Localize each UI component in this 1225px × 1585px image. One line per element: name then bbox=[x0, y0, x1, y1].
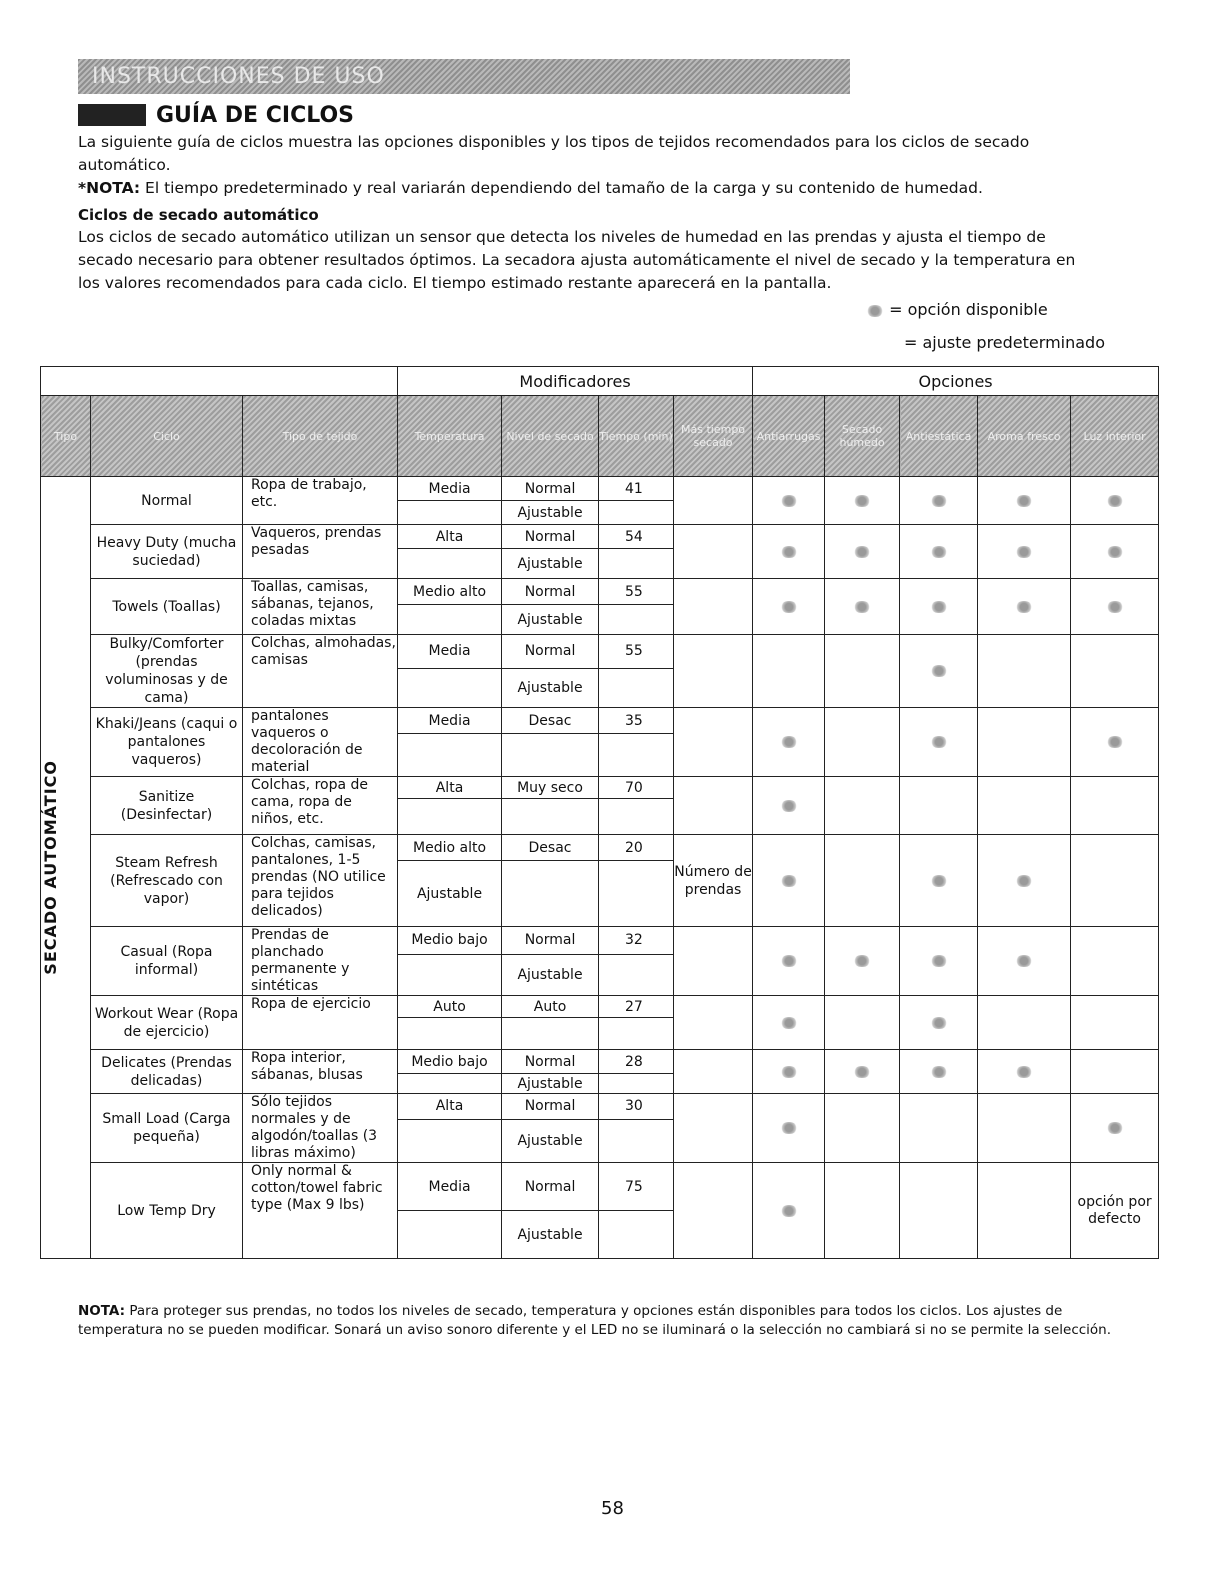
available-dot-icon bbox=[930, 495, 948, 507]
cycle-name: Low Temp Dry bbox=[91, 1163, 243, 1259]
option-cell bbox=[900, 996, 978, 1050]
dry-adjustable: Ajustable bbox=[502, 605, 599, 635]
option-cell bbox=[753, 1163, 825, 1259]
option-cell bbox=[900, 579, 978, 635]
column-header: Aroma fresco bbox=[978, 396, 1071, 477]
cycle-name: Small Load (Carga pequeña) bbox=[91, 1094, 243, 1163]
fabric-type: Only normal & cotton/towel fabric type (Max 9 lbs) bbox=[243, 1163, 398, 1259]
time-minutes: 27 bbox=[599, 996, 674, 1018]
fabric-type: Ropa de ejercicio bbox=[243, 996, 398, 1050]
dry-adjustable: Ajustable bbox=[502, 1074, 599, 1094]
option-cell bbox=[825, 777, 900, 835]
option-cell bbox=[900, 708, 978, 777]
table-row bbox=[41, 1050, 1159, 1074]
available-dot-icon bbox=[780, 546, 798, 558]
extra-time bbox=[674, 777, 753, 835]
table-row bbox=[41, 835, 1159, 861]
group-options: Opciones bbox=[753, 367, 1159, 396]
fabric-type: Colchas, camisas, pantalones, 1-5 prendas (NO utilice para tejidos delicados) bbox=[243, 835, 398, 927]
temperature-empty bbox=[398, 668, 502, 707]
temperature-adjustable: Ajustable bbox=[398, 861, 502, 927]
nota-line bbox=[78, 177, 983, 200]
option-cell bbox=[753, 708, 825, 777]
available-dot-icon bbox=[780, 800, 798, 812]
dry-level: Normal bbox=[502, 1094, 599, 1120]
option-cell bbox=[978, 996, 1071, 1050]
available-dot-icon bbox=[866, 305, 884, 317]
option-cell bbox=[978, 777, 1071, 835]
option-cell bbox=[1071, 835, 1159, 927]
dry-level: Muy seco bbox=[502, 777, 599, 799]
available-dot-icon bbox=[1106, 1122, 1124, 1134]
extra-time bbox=[674, 708, 753, 777]
column-header: Luz interior bbox=[1071, 396, 1159, 477]
footer-note bbox=[78, 1302, 1138, 1340]
cycle-name: Casual (Ropa informal) bbox=[91, 927, 243, 996]
temperature: Medio alto bbox=[398, 579, 502, 605]
available-dot-icon bbox=[930, 736, 948, 748]
temperature: Medio alto bbox=[398, 835, 502, 861]
option-cell bbox=[900, 477, 978, 525]
option-cell bbox=[978, 579, 1071, 635]
available-dot-icon bbox=[1015, 955, 1033, 967]
column-header: Antiestática bbox=[900, 396, 978, 477]
option-cell bbox=[978, 1094, 1071, 1163]
side-label bbox=[41, 477, 91, 1259]
legend-available-text: = opción disponible bbox=[889, 300, 1048, 319]
fabric-type: Colchas, ropa de cama, ropa de niños, etc. bbox=[243, 777, 398, 835]
temperature-empty bbox=[398, 1211, 502, 1259]
option-cell bbox=[825, 579, 900, 635]
option-cell bbox=[825, 996, 900, 1050]
fabric-type: Sólo tejidos normales y de algodón/toallas (3 libras máximo) bbox=[243, 1094, 398, 1163]
extra-time bbox=[674, 579, 753, 635]
option-cell bbox=[753, 927, 825, 996]
option-cell bbox=[753, 996, 825, 1050]
temperature: Medio bajo bbox=[398, 1050, 502, 1074]
fabric-type: pantalones vaqueros o decoloración de material bbox=[243, 708, 398, 777]
group-header-row bbox=[41, 367, 1159, 396]
dry-level: Normal bbox=[502, 635, 599, 669]
extra-time bbox=[674, 525, 753, 579]
time-empty bbox=[599, 954, 674, 995]
time-empty bbox=[599, 605, 674, 635]
temperature: Media bbox=[398, 1163, 502, 1211]
option-cell bbox=[900, 1094, 978, 1163]
column-header: Tipo bbox=[41, 396, 91, 477]
option-cell bbox=[978, 1050, 1071, 1094]
temperature-empty bbox=[398, 549, 502, 579]
temperature: Media bbox=[398, 477, 502, 501]
nota-label: *NOTA: bbox=[78, 179, 141, 197]
option-cell bbox=[1071, 927, 1159, 996]
option-cell bbox=[900, 835, 978, 927]
time-empty bbox=[599, 1211, 674, 1259]
temperature-empty bbox=[398, 734, 502, 777]
option-cell bbox=[825, 835, 900, 927]
available-dot-icon bbox=[930, 1017, 948, 1029]
available-dot-icon bbox=[780, 875, 798, 887]
group-blank bbox=[41, 367, 398, 396]
option-cell bbox=[825, 525, 900, 579]
cycle-name: Bulky/Comforter (prendas voluminosas y de cama) bbox=[91, 635, 243, 708]
fabric-type: Toallas, camisas, sábanas, tejanos, coladas mixtas bbox=[243, 579, 398, 635]
cycle-name: Steam Refresh (Refrescado con vapor) bbox=[91, 835, 243, 927]
column-header: Más tiempo secado bbox=[674, 396, 753, 477]
table-row bbox=[41, 708, 1159, 734]
available-dot-icon bbox=[1015, 495, 1033, 507]
available-dot-icon bbox=[1015, 546, 1033, 558]
available-dot-icon bbox=[853, 495, 871, 507]
extra-time bbox=[674, 1163, 753, 1259]
page-number: 58 bbox=[601, 1498, 624, 1519]
available-dot-icon bbox=[853, 1066, 871, 1078]
time-minutes: 30 bbox=[599, 1094, 674, 1120]
time-empty bbox=[599, 668, 674, 707]
option-cell bbox=[825, 708, 900, 777]
temperature: Media bbox=[398, 708, 502, 734]
extra-time bbox=[674, 1050, 753, 1094]
para-line-3: los valores recomendados para cada ciclo. El tiempo estimado restante aparecerá en la pantalla. bbox=[78, 274, 832, 292]
available-dot-icon bbox=[780, 955, 798, 967]
option-cell bbox=[1071, 708, 1159, 777]
time-empty bbox=[599, 549, 674, 579]
table-row bbox=[41, 1094, 1159, 1120]
option-cell bbox=[825, 927, 900, 996]
available-dot-icon bbox=[1106, 495, 1124, 507]
para-line-1: Los ciclos de secado automático utilizan un sensor que detecta los niveles de humedad en las prendas y ajusta el tiempo de bbox=[78, 228, 1046, 246]
available-dot-icon bbox=[780, 1066, 798, 1078]
dry-adjustable: Ajustable bbox=[502, 668, 599, 707]
time-minutes: 75 bbox=[599, 1163, 674, 1211]
time-minutes: 20 bbox=[599, 835, 674, 861]
option-cell bbox=[753, 477, 825, 525]
option-cell bbox=[978, 1163, 1071, 1259]
column-header: Antiarrugas bbox=[753, 396, 825, 477]
available-dot-icon bbox=[1015, 875, 1033, 887]
section-banner: INSTRUCCIONES DE USO bbox=[78, 59, 850, 94]
available-dot-icon bbox=[853, 955, 871, 967]
option-cell bbox=[1071, 1094, 1159, 1163]
option-cell bbox=[900, 635, 978, 708]
temperature: Alta bbox=[398, 1094, 502, 1120]
option-cell bbox=[753, 635, 825, 708]
available-dot-icon bbox=[780, 1122, 798, 1134]
available-dot-icon bbox=[780, 601, 798, 613]
legend-available bbox=[866, 300, 1048, 319]
option-cell bbox=[900, 525, 978, 579]
temperature-empty bbox=[398, 1119, 502, 1162]
table-body bbox=[41, 477, 1159, 1259]
dry-level: Desac bbox=[502, 708, 599, 734]
option-cell bbox=[825, 1094, 900, 1163]
option-cell bbox=[825, 1050, 900, 1094]
option-cell bbox=[1071, 1050, 1159, 1094]
option-cell bbox=[753, 525, 825, 579]
option-cell bbox=[825, 477, 900, 525]
available-dot-icon bbox=[1106, 736, 1124, 748]
temperature-empty bbox=[398, 605, 502, 635]
available-dot-icon bbox=[1015, 601, 1033, 613]
dry-adjustable: Ajustable bbox=[502, 954, 599, 995]
available-dot-icon bbox=[780, 1205, 798, 1217]
time-empty bbox=[599, 861, 674, 927]
extra-time bbox=[674, 1094, 753, 1163]
dry-adjustable: Ajustable bbox=[502, 1211, 599, 1259]
option-cell bbox=[1071, 525, 1159, 579]
time-empty bbox=[599, 501, 674, 525]
side-label-text: SECADO AUTOMÁTICO bbox=[41, 760, 60, 975]
option-cell bbox=[1071, 777, 1159, 835]
nota-text: El tiempo predeterminado y real variarán dependiendo del tamaño de la carga y su contenido de humedad. bbox=[140, 179, 983, 197]
temperature-empty bbox=[398, 799, 502, 835]
option-cell: opción por defecto bbox=[1071, 1163, 1159, 1259]
available-dot-icon bbox=[930, 1066, 948, 1078]
title-text: GUÍA DE CICLOS bbox=[156, 102, 354, 128]
temperature-empty bbox=[398, 954, 502, 995]
available-dot-icon bbox=[1015, 1066, 1033, 1078]
available-dot-icon bbox=[1106, 601, 1124, 613]
available-dot-icon bbox=[1106, 546, 1124, 558]
available-dot-icon bbox=[930, 955, 948, 967]
option-cell bbox=[978, 927, 1071, 996]
table-row bbox=[41, 525, 1159, 549]
dry-adjustable: Ajustable bbox=[502, 501, 599, 525]
table-row bbox=[41, 635, 1159, 669]
dry-empty bbox=[502, 1018, 599, 1050]
dry-level: Normal bbox=[502, 525, 599, 549]
available-dot-icon bbox=[930, 601, 948, 613]
page-title bbox=[78, 102, 354, 128]
time-minutes: 55 bbox=[599, 635, 674, 669]
legend-default: = ajuste predeterminado bbox=[904, 333, 1105, 352]
column-header: Nivel de secado bbox=[502, 396, 599, 477]
available-dot-icon bbox=[853, 601, 871, 613]
available-dot-icon bbox=[780, 736, 798, 748]
column-header: Secado húmedo bbox=[825, 396, 900, 477]
available-dot-icon bbox=[853, 546, 871, 558]
column-header: Ciclo bbox=[91, 396, 243, 477]
temperature-empty bbox=[398, 1074, 502, 1094]
time-minutes: 32 bbox=[599, 927, 674, 955]
title-bar-block bbox=[78, 104, 146, 126]
time-empty bbox=[599, 1074, 674, 1094]
dry-empty bbox=[502, 799, 599, 835]
option-cell bbox=[978, 708, 1071, 777]
footer-nota-label: NOTA: bbox=[78, 1303, 126, 1319]
dry-empty bbox=[502, 861, 599, 927]
table-row bbox=[41, 477, 1159, 501]
extra-time bbox=[674, 927, 753, 996]
fabric-type: Ropa de trabajo, etc. bbox=[243, 477, 398, 525]
intro-line-1: La siguiente guía de ciclos muestra las opciones disponibles y los tipos de tejidos recomendados para los ciclos de secado bbox=[78, 133, 1030, 151]
time-minutes: 41 bbox=[599, 477, 674, 501]
time-minutes: 70 bbox=[599, 777, 674, 799]
available-dot-icon bbox=[930, 546, 948, 558]
option-cell bbox=[825, 635, 900, 708]
cycle-name: Khaki/Jeans (caqui o pantalones vaqueros) bbox=[91, 708, 243, 777]
extra-time bbox=[674, 996, 753, 1050]
group-modifiers: Modificadores bbox=[398, 367, 753, 396]
option-cell bbox=[1071, 579, 1159, 635]
option-cell bbox=[978, 477, 1071, 525]
option-cell bbox=[900, 1163, 978, 1259]
intro-line-2: automático. bbox=[78, 156, 171, 174]
column-header-row bbox=[41, 396, 1159, 477]
cycle-name: Normal bbox=[91, 477, 243, 525]
fabric-type: Prendas de planchado permanente y sintéticas bbox=[243, 927, 398, 996]
fabric-type: Vaqueros, prendas pesadas bbox=[243, 525, 398, 579]
cycle-name: Workout Wear (Ropa de ejercicio) bbox=[91, 996, 243, 1050]
extra-time bbox=[674, 477, 753, 525]
footer-nota-text: Para proteger sus prendas, no todos los niveles de secado, temperatura y opciones están disponibles para todos los ciclos. Los ajustes de temperatura no se pueden modificar. Sonará un aviso sonoro diferente y el LED no se iluminará o la selección no cambiará si no se permite la selección. bbox=[78, 1303, 1112, 1338]
table-row bbox=[41, 927, 1159, 955]
available-dot-icon bbox=[930, 875, 948, 887]
time-empty bbox=[599, 734, 674, 777]
table-row bbox=[41, 777, 1159, 799]
column-header: Tipo de tejido bbox=[243, 396, 398, 477]
option-cell bbox=[753, 777, 825, 835]
dry-level: Normal bbox=[502, 1163, 599, 1211]
option-cell bbox=[825, 1163, 900, 1259]
option-cell bbox=[900, 777, 978, 835]
column-header: Tiempo (min) bbox=[599, 396, 674, 477]
dry-adjustable: Ajustable bbox=[502, 549, 599, 579]
para-line-2: secado necesario para obtener resultados óptimos. La secadora ajusta automáticamente el nivel de secado y la temperatura en bbox=[78, 251, 1076, 269]
option-cell bbox=[753, 835, 825, 927]
dry-level: Normal bbox=[502, 927, 599, 955]
dry-level: Auto bbox=[502, 996, 599, 1018]
option-cell bbox=[900, 1050, 978, 1094]
available-dot-icon bbox=[780, 495, 798, 507]
temperature: Auto bbox=[398, 996, 502, 1018]
available-dot-icon bbox=[930, 665, 948, 677]
temperature: Alta bbox=[398, 525, 502, 549]
column-header: Temperatura bbox=[398, 396, 502, 477]
dry-adjustable: Ajustable bbox=[502, 1119, 599, 1162]
temperature: Media bbox=[398, 635, 502, 669]
dry-level: Normal bbox=[502, 1050, 599, 1074]
table-row bbox=[41, 1163, 1159, 1211]
time-minutes: 55 bbox=[599, 579, 674, 605]
option-cell bbox=[978, 835, 1071, 927]
available-dot-icon bbox=[780, 1017, 798, 1029]
cycle-guide-table bbox=[40, 366, 1159, 1259]
option-cell bbox=[1071, 635, 1159, 708]
time-minutes: 28 bbox=[599, 1050, 674, 1074]
table-row bbox=[41, 996, 1159, 1018]
option-cell bbox=[753, 1094, 825, 1163]
extra-time: Número de prendas bbox=[674, 835, 753, 927]
time-empty bbox=[599, 1018, 674, 1050]
option-cell bbox=[900, 927, 978, 996]
dry-empty bbox=[502, 734, 599, 777]
time-minutes: 35 bbox=[599, 708, 674, 734]
option-cell bbox=[1071, 996, 1159, 1050]
sub-heading: Ciclos de secado automático bbox=[78, 206, 319, 224]
cycle-name: Heavy Duty (mucha suciedad) bbox=[91, 525, 243, 579]
temperature: Medio bajo bbox=[398, 927, 502, 955]
cycle-name: Delicates (Prendas delicadas) bbox=[91, 1050, 243, 1094]
dry-level: Normal bbox=[502, 579, 599, 605]
extra-time bbox=[674, 635, 753, 708]
option-cell bbox=[753, 1050, 825, 1094]
option-cell bbox=[978, 525, 1071, 579]
time-empty bbox=[599, 799, 674, 835]
cycle-name: Towels (Toallas) bbox=[91, 579, 243, 635]
fabric-type: Ropa interior, sábanas, blusas bbox=[243, 1050, 398, 1094]
fabric-type: Colchas, almohadas, camisas bbox=[243, 635, 398, 708]
dry-level: Normal bbox=[502, 477, 599, 501]
time-empty bbox=[599, 1119, 674, 1162]
table-row bbox=[41, 579, 1159, 605]
temperature-empty bbox=[398, 1018, 502, 1050]
time-minutes: 54 bbox=[599, 525, 674, 549]
cycle-name: Sanitize (Desinfectar) bbox=[91, 777, 243, 835]
option-cell bbox=[1071, 477, 1159, 525]
option-cell bbox=[753, 579, 825, 635]
temperature-empty bbox=[398, 501, 502, 525]
option-cell bbox=[978, 635, 1071, 708]
dry-level: Desac bbox=[502, 835, 599, 861]
temperature: Alta bbox=[398, 777, 502, 799]
